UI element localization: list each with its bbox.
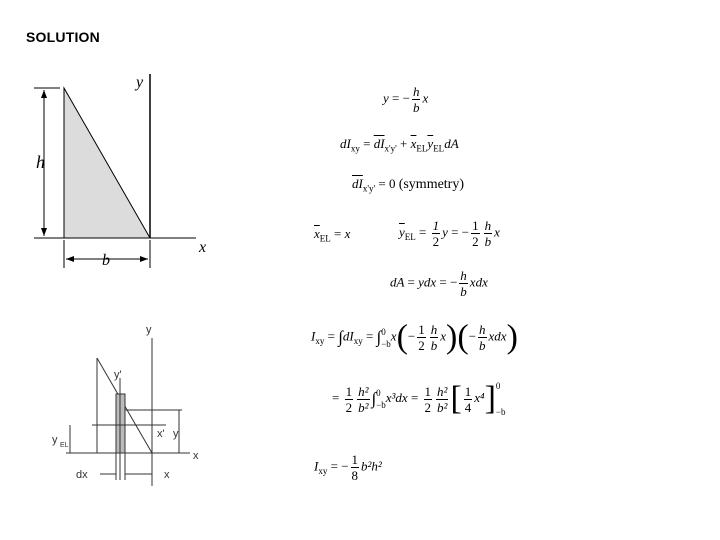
height-label: h	[36, 152, 45, 172]
equation-centroid-x: $\overline{x}_{EL} = x$	[314, 226, 351, 244]
sketch-x-label: x	[193, 450, 199, 462]
solution-heading: SOLUTION	[26, 29, 100, 45]
bottom-figure	[66, 338, 190, 486]
height-arrow-top	[41, 90, 47, 98]
equation-line-slope: y = − $\frac{h}{b}$ x	[383, 84, 429, 115]
fraction: $\frac{h}{b}$	[412, 84, 420, 115]
sketch-ydim-label: y	[173, 428, 179, 440]
base-arrow-left	[66, 256, 74, 262]
x-axis-label: x	[199, 239, 207, 256]
sketch-dx-label: dx	[76, 469, 88, 481]
equation-parallel-axis: $dI_{xy} = \overline{dI}_{x'y'} + \overline{x}_{EL}\overline{y}_{EL}dA$	[340, 136, 459, 154]
top-figure	[34, 74, 206, 269]
equation-centroid-y: $\overline{y}_{EL}$ = $\frac{1}{2}$ y = − $\frac{1}{2}$ $\frac{h}{b}$ x	[399, 218, 500, 249]
triangle-area	[64, 88, 150, 238]
sketch-yel-sub: EL	[60, 442, 69, 449]
y-axis-label: y	[136, 74, 144, 91]
equation-area-element: dA = ydx = − $\frac{h}{b}$ xdx	[390, 268, 488, 299]
equation-product-integral: $I_{xy} = \int dI_{xy}$ = ∫ 0 −b x(− $\frac{1}{2}$ $\frac{h}{b}$ x)(− $\frac{h}{b}$ xdx)	[311, 318, 518, 356]
equation-result: $I_{xy}$ = − $\frac{1}{8}$ b²h²	[314, 452, 382, 483]
equation-symmetry: $\overline{dI}_{x'y'} = 0$ (symmetry)	[352, 176, 465, 194]
sketch-y-label: y	[146, 324, 152, 336]
base-label: b	[102, 252, 110, 269]
equation-evaluated-integral: = $\frac{1}{2}$ $\frac{\text{h²}}{\text{b²}}$ ∫ 0 −b x³dx = $\frac{1}{2}$ $\frac{\text{h²}}{\text{b²}}$ [ $\frac{1}{4}$ x⁴] 0 −b	[332, 380, 506, 417]
sketch-y-prime-label: y'	[114, 369, 122, 381]
sketch-xdim-label: x	[164, 469, 170, 481]
sketch-yel-label: y	[52, 434, 58, 446]
height-arrow-bottom	[41, 228, 47, 236]
base-arrow-right	[140, 256, 148, 262]
sketch-x-prime-label: x'	[157, 428, 165, 440]
